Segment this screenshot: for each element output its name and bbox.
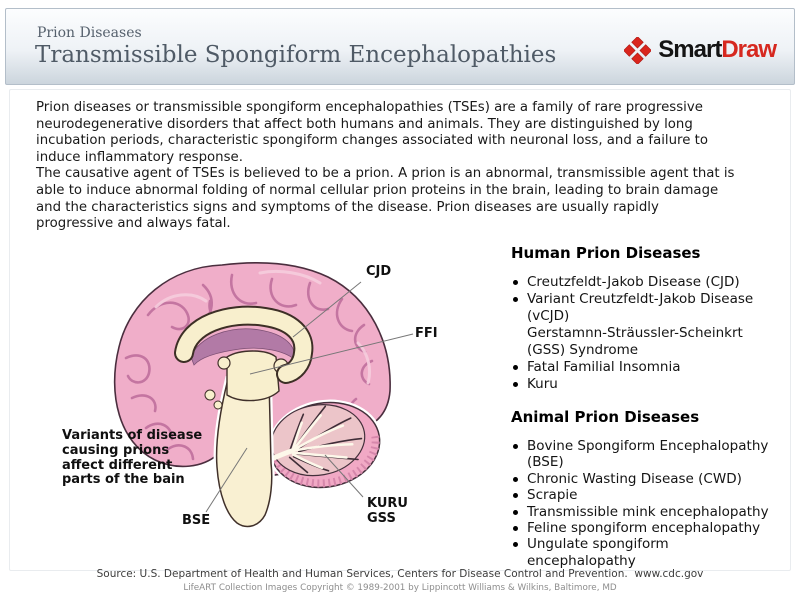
list-item [511, 487, 787, 503]
text-line: Prion diseases or transmissible spongiform encephalopathies (TSEs) are a family of rare progressive [36, 100, 703, 115]
bullet-icon [513, 526, 518, 531]
logo-draw: Draw [721, 36, 776, 63]
list-item-label: Scrapie [527, 487, 578, 504]
page-title: Transmissible Spongiform Encephalopathies [35, 42, 557, 68]
list-item [511, 325, 787, 342]
text-line: KURU [367, 496, 408, 511]
list-item [511, 359, 787, 376]
list-item [511, 471, 787, 487]
list-item-label: Transmissible mink encephalopathy [527, 503, 769, 520]
list-item [511, 342, 787, 359]
list-item-label: encephalopathy [527, 552, 636, 569]
intro-text [36, 100, 734, 233]
list-item [511, 536, 787, 552]
list-item [511, 520, 787, 536]
text-line: GSS [367, 511, 396, 526]
list-item [511, 504, 787, 520]
bullet-icon [513, 542, 518, 547]
text-line: The causative agent of TSEs is believed to be a prion. A prion is an abnormal, transmissible agent that is [36, 166, 735, 182]
list-item-label: Kuru [527, 376, 558, 392]
list-item [511, 454, 787, 470]
bullet-icon [513, 477, 518, 482]
thalamus-shape [227, 351, 279, 401]
smartdraw-wordmark [658, 36, 776, 64]
document-category: Prion Diseases [37, 25, 142, 41]
copyright-notice: LifeART Collection Images Copyright © 1989-2001 by Lippincott Williams & Wilkins, Baltimore, MD [183, 583, 617, 593]
bse-label: BSE [182, 513, 211, 528]
human-diseases-title: Human Prion Diseases [511, 244, 701, 262]
list-item-label: (GSS) Syndrome [527, 342, 639, 358]
smartdraw-diamond-icon [624, 37, 651, 64]
list-item-label: (vCJD) [527, 308, 570, 324]
kuru-gss-label [367, 496, 408, 526]
list-item [511, 274, 787, 291]
intro-paragraph-1 [36, 100, 734, 166]
bullet-icon [513, 382, 518, 387]
pons-detail [205, 390, 215, 400]
list-item-label: Feline spongiform encephalopathy [527, 520, 761, 537]
list-item-label: (BSE) [527, 454, 564, 471]
bullet-icon [513, 280, 518, 285]
text-line: causing prions [62, 442, 170, 458]
diagram-caption [62, 429, 202, 488]
disease-lists [511, 244, 787, 569]
title-banner [5, 8, 795, 85]
text-line: incubation periods, characteristic spongiform changes associated with neuronal loss, and a failure to [36, 133, 708, 149]
text-line: neurodegenerative disorders that affect both humans and animals. They are distinguished by long [36, 116, 693, 132]
list-item [511, 291, 787, 308]
ffi-label: FFI [415, 326, 438, 341]
list-item-label: Ungulate spongiform [527, 536, 669, 553]
bullet-icon [513, 297, 518, 302]
list-item-label: Chronic Wasting Disease (CWD) [527, 470, 742, 487]
list-item-label: Bovine Spongiform Encephalopathy [527, 438, 769, 454]
text-line: and the characteristics signs and symptoms of the disease. Prion diseases are usually rapidly [36, 199, 659, 215]
text-line: Variants of disease [62, 428, 203, 443]
list-item [511, 553, 787, 569]
fornix-knob [218, 357, 230, 369]
bullet-icon [513, 510, 518, 515]
bullet-icon [513, 365, 518, 370]
human-diseases-list [511, 274, 787, 393]
text-line: affect different [62, 457, 173, 473]
bullet-icon [513, 444, 518, 449]
list-item-label: Fatal Familial Insomnia [527, 359, 681, 375]
text-line: induce inflammatory response. [36, 149, 243, 165]
list-item [511, 376, 787, 393]
logo-smart: Smart [658, 36, 722, 63]
list-item-label: Variant Creutzfeldt-Jakob Disease [527, 291, 754, 307]
cjd-label: CJD [366, 264, 392, 279]
list-item [511, 438, 787, 454]
bullet-icon [513, 493, 518, 498]
animal-diseases-list [511, 438, 787, 569]
list-item [511, 308, 787, 325]
intro-paragraph-2 [36, 166, 734, 232]
brain-diagram [60, 253, 480, 543]
pons-detail-2 [214, 401, 222, 409]
text-line: able to induce abnormal folding of normal cellular prion proteins in the brain, leading to brain damage [36, 182, 719, 198]
smartdraw-logo [624, 36, 776, 64]
text-line: parts of the bain [62, 472, 185, 488]
text-line: progressive and always fatal. [36, 216, 231, 232]
list-item-label: Gerstamnn-Sträussler-Scheinkrt [527, 325, 743, 341]
list-item-label: Creutzfeldt-Jakob Disease (CJD) [527, 274, 740, 290]
animal-diseases-title: Animal Prion Diseases [511, 408, 700, 426]
source-citation: Source: U.S. Department of Health and Human Services, Centers for Disease Control and Prevention. www.cdc.gov [96, 568, 704, 580]
